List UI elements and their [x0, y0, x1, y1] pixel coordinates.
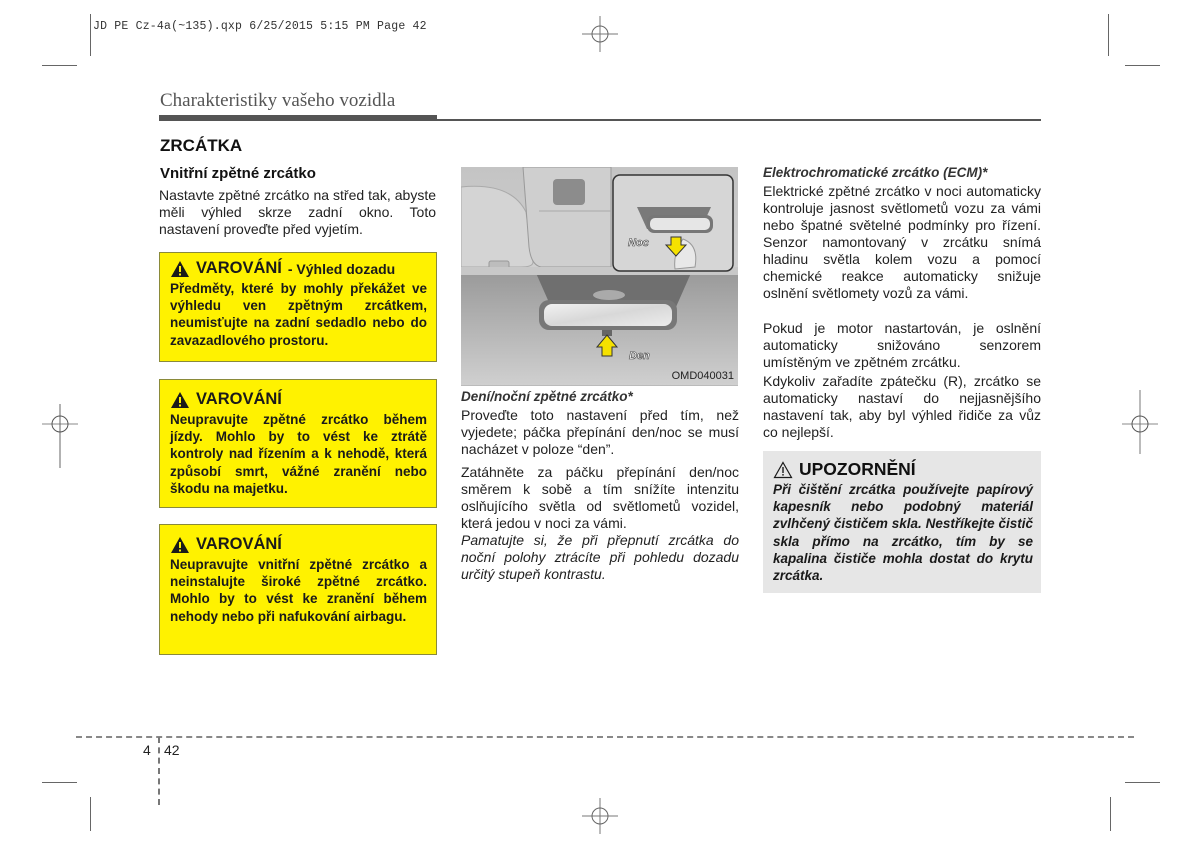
warning-subtitle: - Výhled dozadu — [287, 260, 396, 277]
caution-box — [763, 451, 1041, 593]
crop-mark — [42, 65, 77, 66]
caution-title: UPOZORNĚNÍ — [799, 459, 916, 479]
warning-triangle-icon — [170, 391, 190, 409]
paragraph: Kdykoliv zařadíte zpátečku (R), zrcátko se automaticky nastaví do nejjasnějšího nastavení tak, aby byl výhled řidiče za vůz co nejlepší. — [763, 373, 1041, 440]
registration-mark-icon — [1122, 390, 1158, 454]
paragraph: Zatáhněte za páčku přepínání den/noc směrem k sobě a tím snížíte intenzitu oslňujícího světla od světlometů vozidel, která jedou v noci za vámi. — [461, 464, 739, 531]
warning-triangle-icon — [170, 260, 190, 278]
label-day: Den — [629, 350, 650, 362]
day-night-mirror-heading: Dení/noční zpětné zrcátko* — [461, 389, 633, 404]
label-night: Noc — [628, 237, 649, 249]
footer-divider — [158, 737, 160, 805]
warning-box-wide-mirror — [159, 524, 437, 655]
registration-mark-icon — [42, 404, 78, 468]
warning-box-rear-view — [159, 252, 437, 362]
warning-title: VAROVÁNÍ — [196, 259, 282, 277]
ecm-mirror-heading: Elektrochromatické zrcátko (ECM)* — [763, 165, 988, 180]
warning-title: VAROVÁNÍ — [196, 390, 282, 408]
crop-mark — [1110, 797, 1111, 831]
warning-title: VAROVÁNÍ — [196, 535, 282, 553]
warning-triangle-icon — [170, 536, 190, 554]
crop-mark — [1125, 65, 1160, 66]
intro-paragraph: Nastavte zpětné zrcátko na střed tak, abyste měli výhled skrze zadní okno. Toto nastavení proveďte před vyjetím. — [159, 187, 436, 237]
header-rule-thin — [437, 119, 1041, 121]
mirror-drawing-icon — [461, 167, 738, 386]
subheading: Vnitřní zpětné zrcátko — [160, 165, 316, 182]
print-slug: JD PE Cz-4a(~135).qxp 6/25/2015 5:15 PM Page 42 — [93, 20, 427, 33]
header-rule-thick — [159, 115, 437, 121]
warning-text: Neupravujte zpětné zrcátko během jízdy. Mohlo by to vést ke ztrátě kontroly nad řízením a k nehodě, která způsobí smrt, vážné zranění nebo škodu na majetku. — [170, 412, 427, 496]
crop-mark — [90, 797, 91, 831]
crop-mark — [42, 782, 77, 783]
chapter-number: 4 — [143, 742, 151, 758]
page-number: 42 — [164, 742, 180, 758]
paragraph: Elektrické zpětné zrcátko v noci automaticky kontroluje jasnost světlometů vozu za vámi nebo špatné světelné podmínky pro řízení. Senzor namontovaný v zrcátku snímá hladinu světla kolem vozu a pomocí chemické reakce automaticky snižuje oslnění světlomety vozů za vámi. — [763, 183, 1041, 301]
paragraph: Proveďte toto nastavení před tím, než vyjedete; páčka přepínání den/noc se musí nacházet v poloze “den”. — [461, 407, 739, 457]
crop-mark — [1125, 782, 1160, 783]
paragraph: Pokud je motor nastartován, je oslnění automaticky snižováno senzorem umístěným ve zpětném zrcátku. — [763, 320, 1041, 370]
warning-text: Neupravujte vnitřní zpětné zrcátko a neinstalujte široké zpětné zrcátko. Mohlo by to vést ke zranění během nehody nebo při nafukování airbagu. — [170, 557, 427, 624]
section-title: Charakteristiky vašeho vozidla — [160, 90, 396, 111]
caution-text: Při čištění zrcátka používejte papírový kapesník nebo podobný materiál zvlhčený čističem skla. Nestříkejte čistič skla přímo na zrcátko, tím by se kapalina čističe mohla dostat do krytu zrcátka. — [773, 482, 1033, 584]
warning-box-driving — [159, 379, 437, 508]
footer-rule — [76, 736, 1134, 738]
crop-mark — [1108, 14, 1109, 56]
caution-triangle-icon — [773, 461, 793, 479]
figure-code: OMD040031 — [671, 370, 734, 382]
registration-mark-icon — [582, 16, 618, 52]
registration-mark-icon — [582, 798, 618, 834]
page-heading: ZRCÁTKA — [160, 136, 243, 155]
crop-mark — [90, 14, 91, 56]
warning-text: Předměty, které by mohly překážet ve výhledu ven zpětným zrcátkem, neumisťujte na zadní sedadlo nebo do zavazadlového prostoru. — [170, 281, 427, 348]
mirror-illustration — [461, 167, 738, 386]
note-paragraph: Pamatujte si, že při přepnutí zrcátka do noční polohy ztrácíte při pohledu dozadu určitý stupeň kontrastu. — [461, 532, 739, 582]
